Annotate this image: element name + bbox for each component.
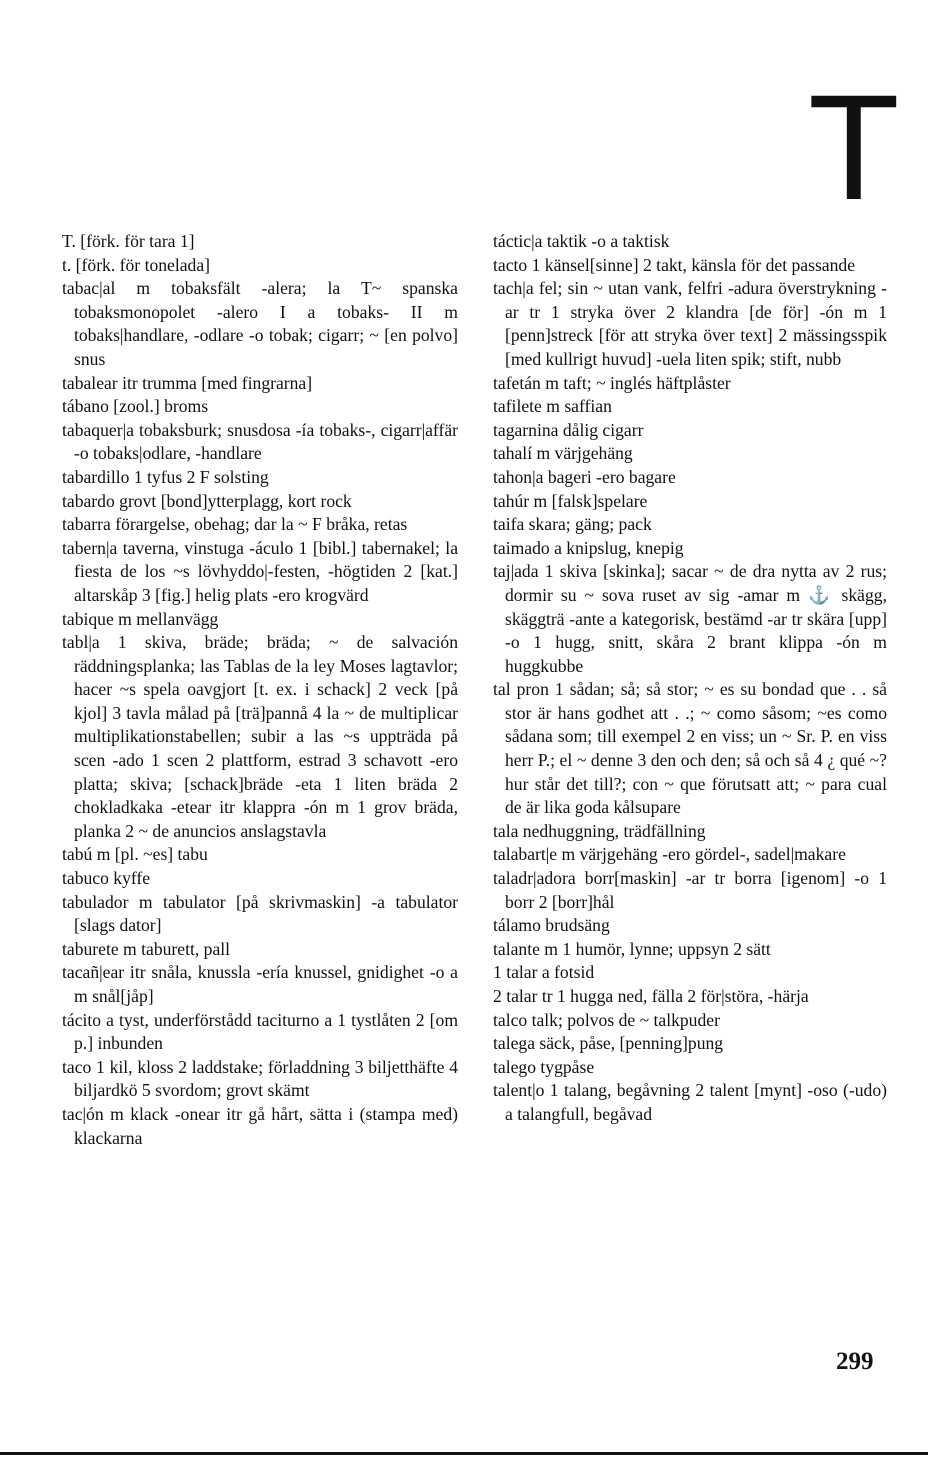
dictionary-entry: tabardillo 1 tyfus 2 F solsting xyxy=(62,466,269,487)
dictionary-entry: tabú m [pl. ~es] tabu xyxy=(62,844,208,865)
dictionary-entry: tala nedhuggning, trädfällning xyxy=(493,820,706,841)
dictionary-entry: tabern|a taverna, vinstuga -áculo 1 [bibl.] tabernakel; la fiesta de los ~s lövhyddo|-festen, -högtiden 2 [kat.] altarskåp 3 [fig.] helig plats -ero krogvärd xyxy=(62,537,458,605)
dictionary-entry: táctic|a taktik -o a taktisk xyxy=(493,231,670,251)
dictionary-entry: tabac|al m tobaksfält -alera; la T~ spanska tobaksmonopolet -alero I a tobaks- II m tobaks|handlare, -odlare -o tobak; cigarr; ~ [en polvo] snus xyxy=(62,278,458,369)
dictionary-entry: tabarra förargelse, obehag; dar la ~ F bråka, retas xyxy=(62,514,408,535)
dictionary-entry: T. [förk. för tara 1] xyxy=(62,231,195,251)
dictionary-entry: tábano [zool.] broms xyxy=(62,396,209,417)
dictionary-entry: tach|a fel; sin ~ utan vank, felfri -adura överstrykning -ar tr 1 stryka över 2 klandra [de för] -ón m 1 [penn]streck [för att stryka över text] 2 mässingsspik [med kullrigt huvud] -uela liten spik; stift, nubb xyxy=(493,278,887,369)
dictionary-entry: tácito a tyst, underförstådd taciturno a 1 tystlåten 2 [om p.] inbunden xyxy=(62,1009,458,1054)
dictionary-entry: talante m 1 humör, lynne; uppsyn 2 sätt xyxy=(493,938,771,959)
dictionary-entry: tabaquer|a tobaksburk; snusdosa -ía tobaks-, cigarr|affär -o tobaks|odlare, -handlare xyxy=(62,419,458,464)
dictionary-entry: tafilete m saffian xyxy=(493,396,612,417)
dictionary-entry: taj|ada 1 skiva [skinka]; sacar ~ de dra nytta av 2 rus; dormir su ~ sova ruset av sig -amar m ⚓ skägg, skäggträ -ante a kategorisk, bestämd -ar tr skära [upp] -o 1 hugg, snitt, skåra 2 brant klippa -ón m huggkubbe xyxy=(493,561,887,676)
dictionary-entry: taifa skara; gäng; pack xyxy=(493,514,652,535)
dictionary-entry: tabl|a 1 skiva, bräde; bräda; ~ de salvación räddningsplanka; las Tablas de la ley Moses lagtavlor; hacer ~s spela oavgjort [t. ex. i schack] 2 veck [på kjol] 3 tavla målad på [trä]pannå 4 la ~ de multiplicar multiplikationstabellen; subir a las ~s uppträda på scen -ado 1 scen 2 plattform, estrad 3 schavott -ero platta; skiva; [schack]bräde -eta 1 liten bräda 2 chokladkaka -etear itr klappra -ón m 1 grov bräda, planka 2 ~ de anuncios anslagstavla xyxy=(62,632,458,841)
dictionary-entry: taburete m taburett, pall xyxy=(62,938,231,959)
dictionary-entry: tabulador m tabulator [på skrivmaskin] -a tabulator [slags dator] xyxy=(62,891,458,936)
dictionary-entry: tacto 1 känsel[sinne] 2 takt, känsla för det passande xyxy=(493,254,856,275)
dictionary-entry: t. [förk. för tonelada] xyxy=(62,254,211,275)
dictionary-entry: tabalear itr trumma [med fingrarna] xyxy=(62,372,313,393)
dictionary-entry: talega säck, påse, [penning]pung xyxy=(493,1033,724,1054)
section-letter: T xyxy=(808,63,900,231)
dictionary-entry: tac|ón m klack -onear itr gå hårt, sätta i (stampa med) klackarna xyxy=(62,1103,458,1148)
dictionary-entry: taco 1 kil, kloss 2 laddstake; förladdning 3 biljetthäfte 4 biljardkö 5 svordom; grovt skämt xyxy=(62,1056,458,1101)
dictionary-entry: tabuco kyffe xyxy=(62,868,151,889)
dictionary-entry: tabardo grovt [bond]ytterplagg, kort rock xyxy=(62,490,352,511)
dictionary-entry: 1 talar a fotsid xyxy=(493,962,595,983)
dictionary-entry: tafetán m taft; ~ inglés häftplåster xyxy=(493,372,731,393)
page-edge-divider xyxy=(0,1452,928,1455)
dictionary-entry: tabique m mellanvägg xyxy=(62,608,219,629)
dictionary-entry: talego tygpåse xyxy=(493,1056,595,1077)
page-number: 299 xyxy=(836,1348,874,1375)
dictionary-entry: talco talk; polvos de ~ talkpuder xyxy=(493,1009,720,1030)
dictionary-entry: tahon|a bageri -ero bagare xyxy=(493,466,676,487)
dictionary-entry: taladr|adora borr[maskin] -ar tr borra [igenom] -o 1 borr 2 [borr]hål xyxy=(493,868,887,912)
dictionary-entry: tacañ|ear itr snåla, knussla -ería knussel, gnidighet -o a m snål[jåp] xyxy=(62,962,458,1006)
dictionary-entry: talent|o 1 talang, begåvning 2 talent [mynt] -oso (-udo) a talangfull, begåvad xyxy=(493,1080,887,1124)
dictionary-entry: tagarnina dålig cigarr xyxy=(493,419,644,440)
right-column xyxy=(493,230,887,1127)
dictionary-entry: tal pron 1 sådan; så; så stor; ~ es su bondad que . . så stor är hans godhet att . .; ~ como såsom; ~es como sådana som; till exempel 2 en viss; un ~ Sr. P. en viss herr P.; el ~ denne 3 den och den; så och så 4 ¿ qué ~? hur står det till?; con ~ que förutsatt att; ~ para cual de är lika goda kålsupare xyxy=(493,679,887,818)
dictionary-entry: tálamo brudsäng xyxy=(493,915,610,936)
dictionary-entry: 2 talar tr 1 hugga ned, fälla 2 för|störa, -härja xyxy=(493,986,809,1006)
dictionary-entry: talabart|e m värjgehäng -ero gördel-, sadel|makare xyxy=(493,844,846,865)
left-column xyxy=(62,230,458,1150)
dictionary-entry: taimado a knipslug, knepig xyxy=(493,537,684,558)
dictionary-entry: tahúr m [falsk]spelare xyxy=(493,490,648,511)
dictionary-entry: tahalí m värjgehäng xyxy=(493,443,633,464)
